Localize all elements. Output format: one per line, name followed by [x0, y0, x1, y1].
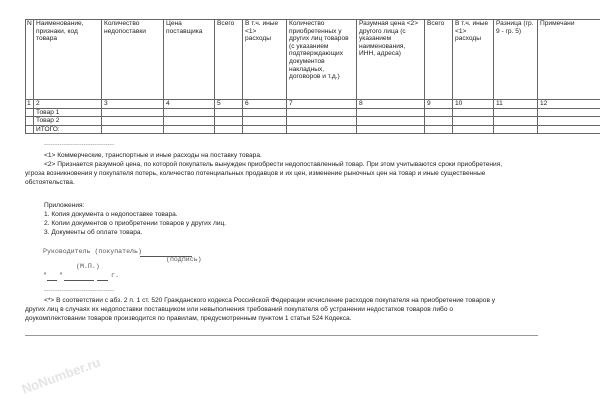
footnote-2-line1: <2> Признается разумной цена, по которой покупатель вынужден приобрести недопоставленный товар. При этом учитываются сроки приобретения, [44, 161, 503, 168]
note-line2: других лиц в случаях их недопоставки поставщиком или невыполнения требований покупателя об устранении недостатков товаров либо о [25, 306, 453, 313]
header-cell: Наименование, признаки, код товара [34, 20, 102, 100]
note-separator: -------------------------------- [44, 287, 115, 294]
footnote-2-line2: угроза возникновения у покупателя потерь, количество потенциальных продавцов и их цен, изменение рыночных цен на товар и иные существенные [25, 170, 486, 177]
column-number: 9 [425, 100, 453, 109]
signatory-label: Руководитель (покупатель) [43, 248, 142, 255]
note-line1: <*> В соответствии с абз. 2 п. 1 ст. 520 Гражданского кодекса Российской Федерации исчисление расходов покупателя на приобретение товаров у [44, 297, 496, 304]
stamp-label: (М.П.) [76, 263, 100, 270]
year-suffix: г. [111, 272, 119, 279]
column-number: 3 [102, 100, 164, 109]
column-number: 10 [453, 100, 494, 109]
date-year-field[interactable] [97, 280, 108, 281]
header-cell: Разница (гр. 9 - гр. 5) [494, 20, 538, 100]
column-number-row [26, 100, 600, 109]
column-number: 4 [164, 100, 215, 109]
header-cell: Примечани [538, 20, 600, 100]
date-quote-open: " [43, 272, 47, 279]
header-cell: Цена поставщика [164, 20, 215, 100]
header-cell: Количество приобретенных у других лиц товаров (с указанием подтверждающих документов накладных, договоров и т.д.) [287, 20, 357, 100]
header-cell: N [26, 20, 34, 100]
column-number: 8 [357, 100, 425, 109]
table-row [26, 108, 600, 117]
header-cell: Всего [425, 20, 453, 100]
column-number: 1 [26, 100, 34, 109]
header-cell: Количество недопоставки [102, 20, 164, 100]
footnote-separator: -------------------------------- [44, 141, 115, 148]
column-number: 7 [287, 100, 357, 109]
table-row [26, 125, 600, 134]
row-label: Товар 2 [34, 117, 102, 126]
column-number: 6 [243, 100, 287, 109]
attachments-title: Приложения: [44, 202, 85, 209]
column-number: 5 [215, 100, 243, 109]
header-cell: Всего [215, 20, 243, 100]
footnote-2-line3: обстоятельства. [25, 179, 75, 186]
row-label: Товар 1 [34, 108, 102, 117]
date-day-field[interactable] [47, 280, 57, 281]
column-number: 11 [494, 100, 538, 109]
shortfall-table [25, 19, 600, 134]
date-quote-close: " [59, 272, 63, 279]
attachment-item: 1. Копия документа о недопоставке товара. [44, 211, 178, 218]
column-number: 2 [34, 100, 102, 109]
header-cell: Разумная цена <2> другого лица (с указанием наименования, ИНН, адреса) [357, 20, 425, 100]
signature-caption: (подпись) [166, 256, 202, 263]
attachment-item: 2. Копии документов о приобретении товаров у других лиц. [44, 220, 227, 227]
column-number: 12 [538, 100, 600, 109]
note-line3: доукомплектовании товаров производится по правилам, предусмотренным пунктом 1 статьи 524 Кодекса. [25, 315, 352, 322]
date-month-field[interactable] [64, 280, 94, 281]
footnote-1: <1> Коммерческие, транспортные и иные расходы на поставку товара. [44, 152, 262, 159]
bottom-divider [25, 335, 538, 336]
header-cell: В т.ч. иные <1> расходы [243, 20, 287, 100]
header-row [26, 20, 600, 100]
attachment-item: 3. Документы об оплате товара. [44, 229, 143, 236]
row-label: ИТОГО: [34, 125, 102, 134]
watermark: NoNumber.ru [19, 354, 103, 397]
header-cell: В т.ч. иные <1> расходы [453, 20, 494, 100]
table-row [26, 117, 600, 126]
